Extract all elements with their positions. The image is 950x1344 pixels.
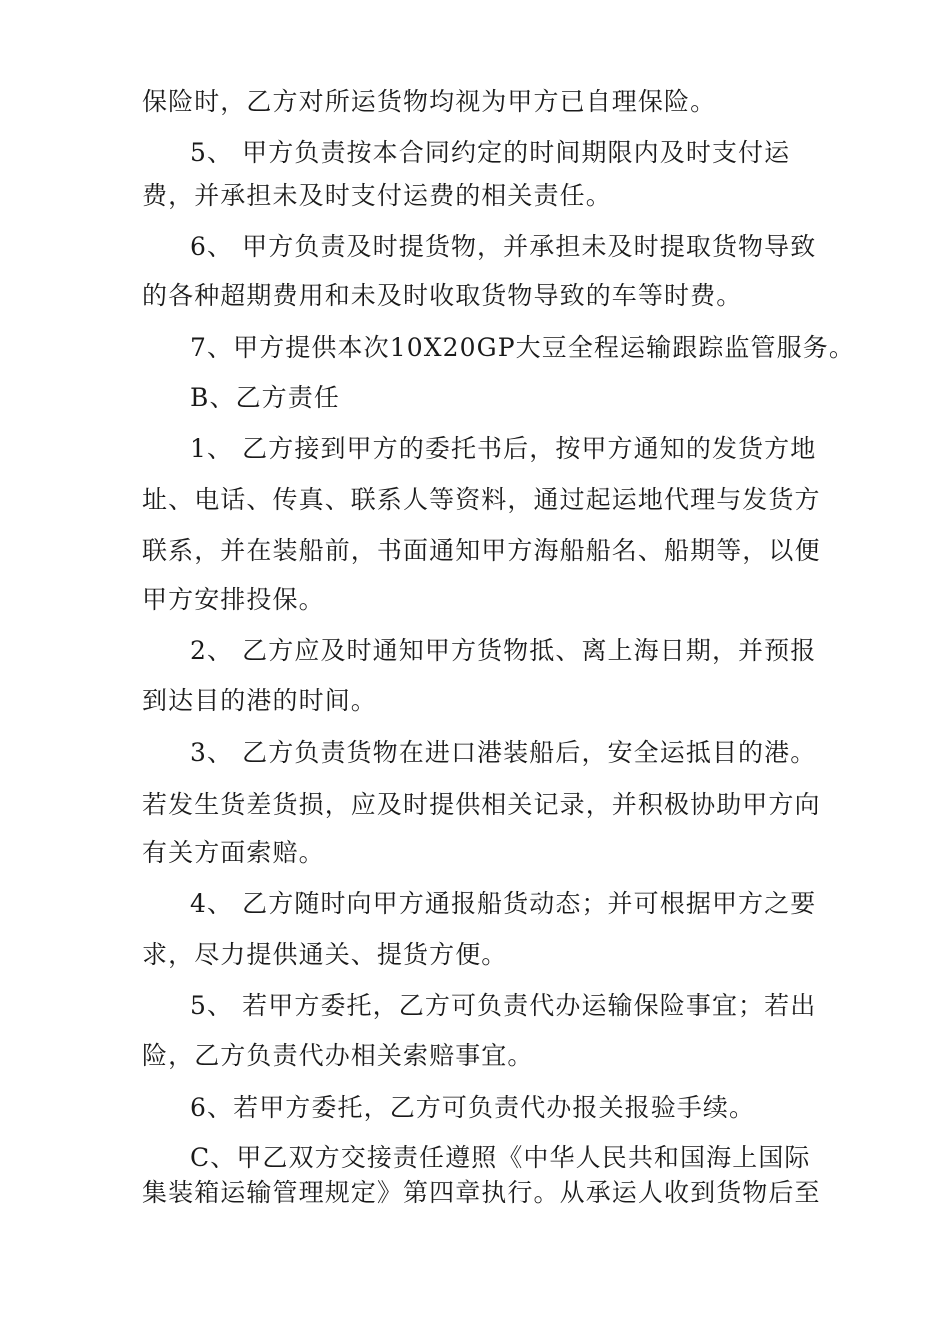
paragraph-line: 4、 乙方随时向甲方通报船货动态；并可根据甲方之要 <box>190 889 817 918</box>
paragraph-line: 6、若甲方委托，乙方可负责代办报关报验手续。 <box>190 1093 756 1122</box>
paragraph-line: 联系，并在装船前，书面通知甲方海船船名、船期等，以便 <box>142 536 821 565</box>
paragraph-line: 的各种超期费用和未及时收取货物导致的车等时费。 <box>142 281 743 310</box>
paragraph-line: 甲方安排投保。 <box>142 585 325 614</box>
paragraph-line: 1、 乙方接到甲方的委托书后，按甲方通知的发货方地 <box>190 434 817 463</box>
paragraph-line: 险，乙方负责代办相关索赔事宜。 <box>142 1041 534 1070</box>
paragraph-line: 到达目的港的时间。 <box>142 686 377 715</box>
paragraph-line: 5、 若甲方委托，乙方可负责代办运输保险事宜；若出 <box>190 991 817 1020</box>
paragraph-line: C、甲乙双方交接责任遵照《中华人民共和国海上国际 <box>190 1143 811 1172</box>
paragraph-line: 若发生货差货损，应及时提供相关记录，并积极协助甲方向 <box>142 790 821 819</box>
paragraph-line: 5、 甲方负责按本合同约定的时间期限内及时支付运 <box>190 138 791 167</box>
section-heading: B、乙方责任 <box>190 383 340 412</box>
paragraph-line: 求，尽力提供通关、提货方便。 <box>142 940 508 969</box>
paragraph-line: 集装箱运输管理规定》第四章执行。从承运人收到货物后至 <box>142 1178 821 1207</box>
paragraph-line: 2、 乙方应及时通知甲方货物抵、离上海日期，并预报 <box>190 636 817 665</box>
paragraph-line: 6、 甲方负责及时提货物，并承担未及时提取货物导致 <box>190 232 817 261</box>
paragraph-line: 有关方面索赔。 <box>142 838 325 867</box>
paragraph-line: 3、 乙方负责货物在进口港装船后，安全运抵目的港。 <box>190 738 817 767</box>
paragraph-line: 址、电话、传真、联系人等资料，通过起运地代理与发货方 <box>142 485 821 514</box>
paragraph-line: 费，并承担未及时支付运费的相关责任。 <box>142 181 612 210</box>
paragraph-line: 7、甲方提供本次10X20GP大豆全程运输跟踪监管服务。 <box>190 333 855 362</box>
paragraph-line: 保险时，乙方对所运货物均视为甲方已自理保险。 <box>142 87 717 116</box>
